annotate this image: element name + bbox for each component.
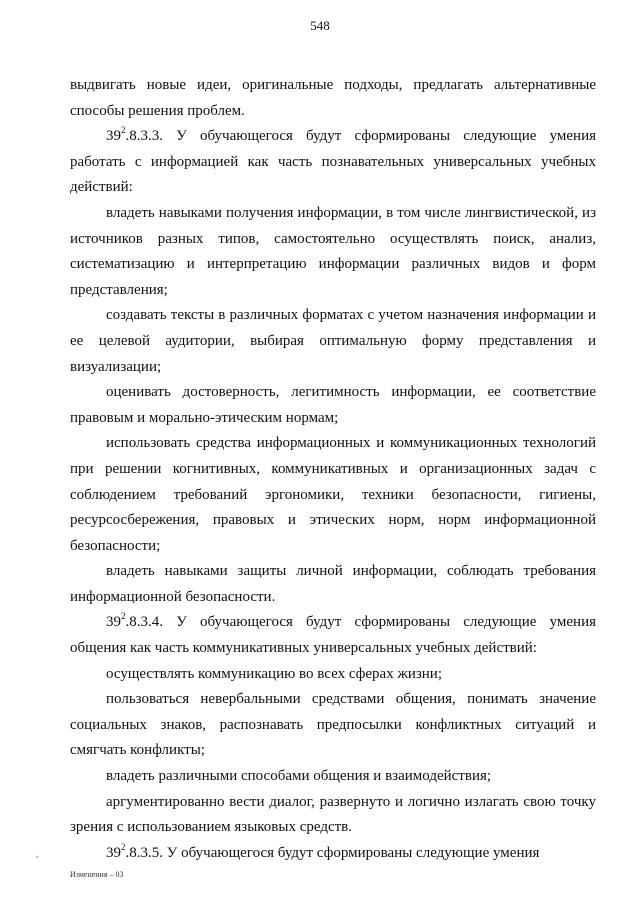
paragraph [70, 124, 596, 201]
paragraph [70, 73, 596, 124]
paragraph [70, 201, 596, 303]
paragraph [70, 303, 596, 380]
paragraph-text: оценивать достоверность, легитимность информации, ее соответствие правовым и морально-этическим нормам; [70, 384, 596, 426]
paragraph [70, 841, 596, 867]
paragraph-text: У обучающегося будут сформированы следующие умения работать с информацией как часть познавательных универсальных учебных действий: [70, 128, 596, 196]
section-number: 39 [106, 128, 121, 145]
margin-mark: ⸗ [36, 852, 39, 861]
paragraph-text: У обучающегося будут сформированы следующие умения общения как часть коммуникативных универсальных учебных действий: [70, 614, 596, 657]
section-number-superscript: 2 [121, 611, 126, 622]
paragraph-text: аргументированно вести диалог, развернуто и логично излагать свою точку зрения с использованием языковых средств. [70, 793, 596, 836]
paragraph-text: У обучающегося будут сформированы следующие умения [166, 844, 540, 861]
section-number-rest: .8.3.4. [125, 614, 177, 631]
section-number: 39 [106, 844, 121, 861]
section-number: 39 [106, 614, 121, 631]
paragraph-text: владеть навыками получения информации, в том числе лингвистической, из источников разных типов, самостоятельно осуществлять поиск, анализ, систематизацию и интерпретацию информации различных видов и форм представления; [70, 204, 596, 298]
paragraph [70, 610, 596, 661]
paragraph-text: владеть навыками защиты личной информации, соблюдать требования информационной безопасности. [70, 563, 596, 605]
paragraph [70, 431, 596, 559]
paragraph [70, 662, 596, 688]
paragraph [70, 790, 596, 841]
paragraph-text: выдвигать новые идеи, оригинальные подходы, предлагать альтернативные способы решения проблем. [70, 77, 596, 119]
paragraph [70, 380, 596, 431]
paragraph [70, 687, 596, 764]
paragraph-text: осуществлять коммуникацию во всех сферах жизни; [106, 665, 442, 682]
paragraph-text: пользоваться невербальными средствами общения, понимать значение социальных знаков, распознавать предпосылки конфликтных ситуаций и смягчать конфликты; [70, 691, 596, 759]
paragraph-text: использовать средства информационных и коммуникационных технологий при решении когнитивных, коммуникативных и организационных задач с соблюдением требований эргономики, техники безопасности, гигиены, ресурсосбережения, правовых и этических норм, норм информационной безопасности; [70, 435, 596, 554]
section-number-rest: .8.3.5. [125, 844, 167, 861]
section-number-rest: .8.3.3. [125, 128, 177, 145]
paragraph-text: владеть различными способами общения и взаимодействия; [106, 768, 492, 785]
paragraph-text: создавать тексты в различных форматах с учетом назначения информации и ее целевой аудитории, выбирая оптимальную форму представления и визуализации; [70, 307, 596, 375]
section-number-superscript: 2 [121, 841, 126, 852]
paragraph [70, 559, 596, 610]
section-number-superscript: 2 [121, 125, 126, 136]
document-body [70, 73, 596, 866]
paragraph [70, 764, 596, 790]
page-number: 548 [310, 18, 330, 33]
footer-note: Изменения – 03 [70, 870, 124, 879]
